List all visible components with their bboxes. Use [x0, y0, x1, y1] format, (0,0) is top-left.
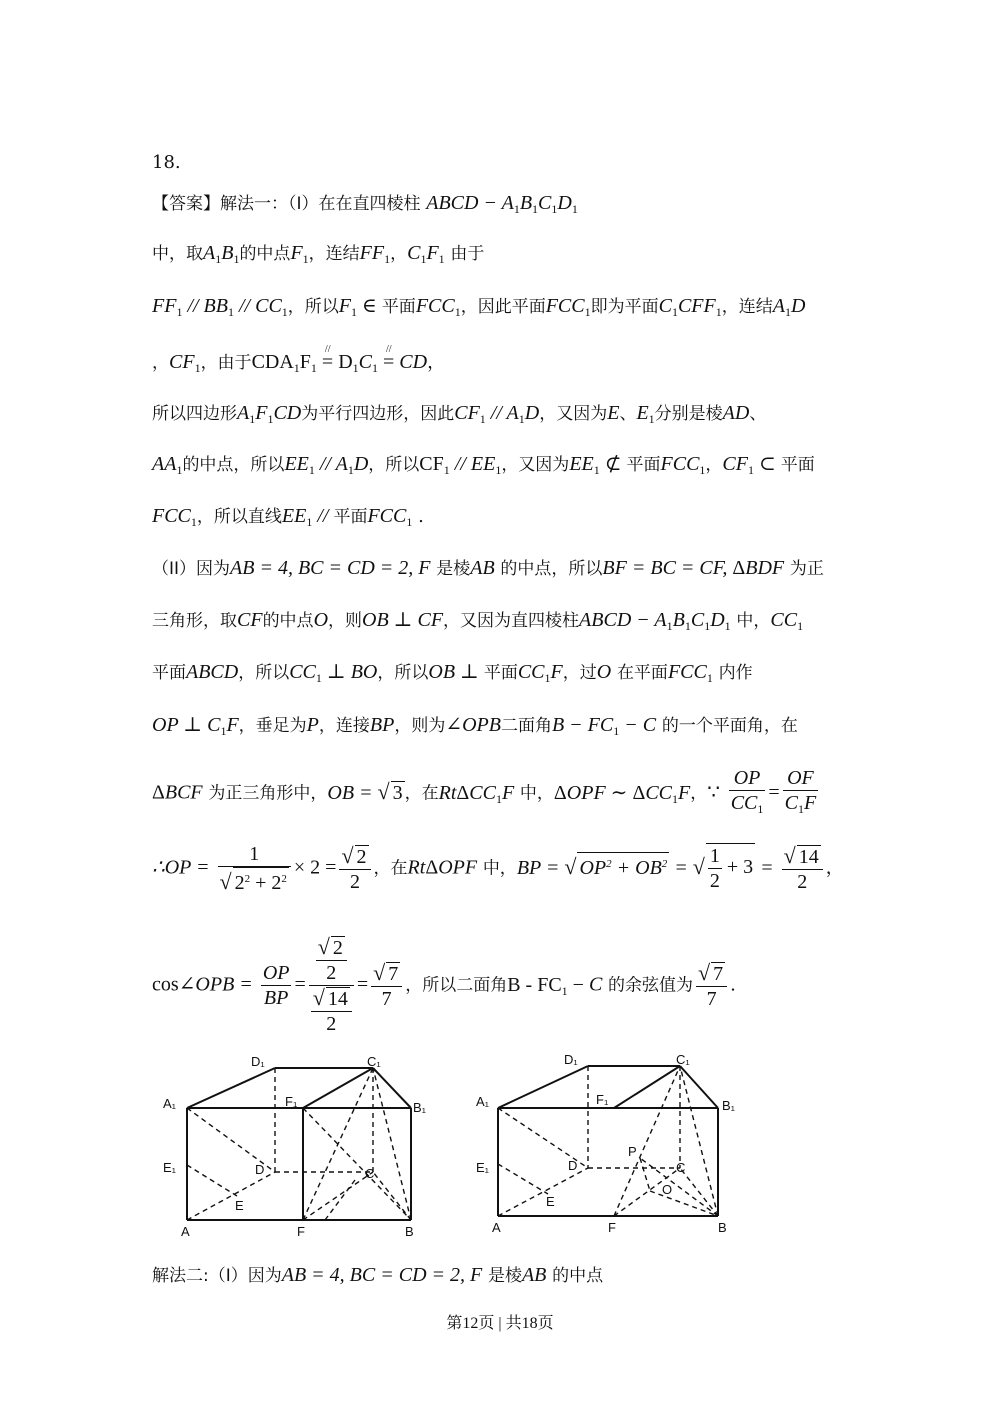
- label-P-right: P: [628, 1144, 637, 1159]
- line-11: OP ⊥ $C_1F$，垂足为P，连接BP，则为∠OPB二面角$B - FC_1 - C$ 的一个平面角，在: [152, 714, 798, 738]
- line-14: cos∠OPB = $\frac{OP}{BP}$ = $\frac{\frac{√ 2}{2}}{\frac{√ 14}{2}}$ = $\frac{√ 7}{7}$ ，所以二面角$B - FC_1 - C$ 的余弦值为 $\frac{√ 7}{7}$ .: [152, 934, 736, 1035]
- figure-right: [472, 1046, 762, 1236]
- page-footer: 第12页 | 共18页: [446, 1315, 554, 1332]
- label-A1: A₁: [163, 1096, 177, 1111]
- label-E-right: E: [546, 1194, 555, 1209]
- line-3: $FF_1 // BB_1 // CC_1$，所以$F_1$ ∈ 平面$FCC_1$，因此平面$FCC_1$即为平面$C_1CFF_1$，连结$A_1D$: [152, 295, 806, 319]
- label-A1-right: A₁: [476, 1094, 490, 1109]
- line-9: 三角形，取CF的中点O，则OB ⊥ CF，又因为直四棱柱ABCD − $A_1B_1C_1D_1$ 中，$CC_1$: [152, 609, 804, 633]
- label-A: A: [181, 1224, 190, 1239]
- line-12: ΔBCF 为正三角形中，OB = √ 3 ，在RtΔCC$_1$F 中，ΔOPF ∼ $\Delta CC_1F$，∵ $\frac{OP}{CC_1}$ = $\frac{OF}{C_1F}$: [152, 767, 817, 816]
- label-F-right: F: [608, 1220, 616, 1235]
- label-F1: F₁: [285, 1094, 298, 1109]
- label-F1-right: F₁: [596, 1092, 609, 1107]
- label-D1: D₁: [251, 1054, 265, 1069]
- label-A-right: A: [492, 1220, 501, 1235]
- figure-left: [155, 1050, 445, 1240]
- line-10: 平面ABCD，所以$CC_1$ ⊥ BO，所以OB ⊥ 平面$CC_1F$，过O 在平面$FCC_1$ 内作: [152, 661, 753, 685]
- label-C1-right: C₁: [676, 1052, 690, 1067]
- label-D-right: D: [568, 1158, 578, 1173]
- label-O-right: O: [662, 1182, 673, 1197]
- line-7: $FCC_1$，所以直线$EE_1$ // 平面$FCC_1$ .: [152, 505, 424, 529]
- label-E1-right: E₁: [476, 1160, 490, 1175]
- label-C: C: [365, 1166, 375, 1181]
- label-E: E: [235, 1198, 244, 1213]
- label-B-right: B: [718, 1220, 727, 1235]
- label-B1: B₁: [413, 1100, 427, 1115]
- label-E1: E₁: [163, 1160, 177, 1175]
- label-C1: C₁: [367, 1054, 381, 1069]
- line-13: ∴OP = $\frac{1}{√ 2^2 + 2^2}$ × 2 = $\frac{√ 2}{2}$ ，在RtΔOPF 中，BP = √ $OP^2 + OB^2$ = √ $\frac{1}{2}$ + 3 = $\frac{√ 14}{2}$ ，: [152, 842, 844, 894]
- label-C-right: C: [676, 1160, 686, 1175]
- method-2-line: 解法二:（I）因为AB = 4, BC = CD = 2, F 是棱AB 的中点: [152, 1264, 604, 1286]
- line-1: 【答案】解法一：（I）在在直四棱柱 ABCD − $A_1B_1C_1D_1$: [152, 192, 578, 216]
- line-5: 所以四边形$A_1F_1CD$为平行四边形，因此$CF_1 // A_1D$，又因为E、$E_1$分别是棱AD、: [152, 402, 767, 426]
- label-D1-right: D₁: [564, 1052, 578, 1067]
- label-B1-right: B₁: [722, 1098, 736, 1113]
- problem-number: 18.: [152, 152, 181, 173]
- line-2: 中，取$A_1B_1$的中点$F_1$，连结$FF_1$，$C_1F_1$ 由于: [152, 242, 485, 266]
- line-4: ，$CF_1$，由于$CDA_1F_1$ // = $D_1C_1$ // = CD，: [152, 349, 445, 381]
- line-6: $AA_1$的中点，所以$EE_1 // A_1D$，所以$CF_1 // EE_1$，又因为$EE_1$ ⊄ 平面$FCC_1$，$CF_1$ ⊂ 平面: [152, 453, 815, 477]
- label-F: F: [297, 1224, 305, 1239]
- label-B: B: [405, 1224, 414, 1239]
- label-D: D: [255, 1162, 265, 1177]
- line-8: （II）因为AB = 4, BC = CD = 2, F 是棱AB 的中点，所以BF = BC = CF, ΔBDF 为正: [152, 557, 824, 579]
